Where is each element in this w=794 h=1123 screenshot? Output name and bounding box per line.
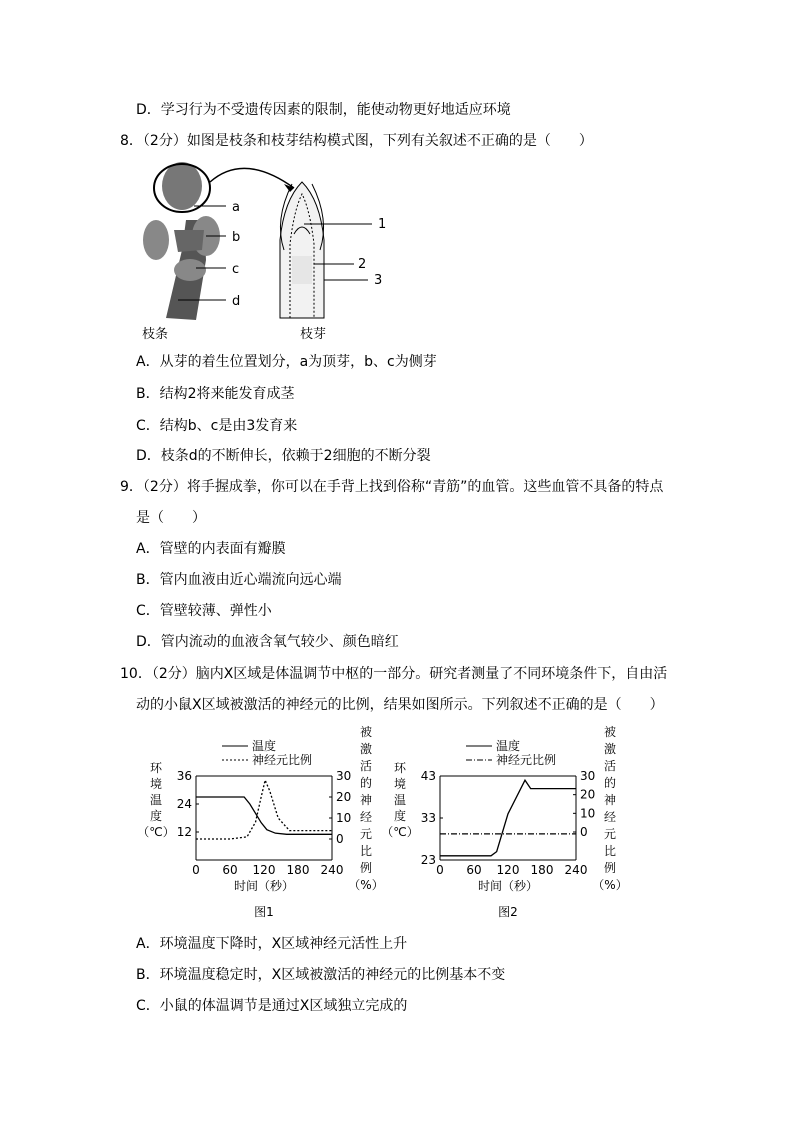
q8-option-d: D．枝条d的不断伸长，依赖于2细胞的不断分裂 bbox=[136, 448, 431, 464]
chart1-y-right-label-char: 比 bbox=[359, 844, 373, 858]
chart2-y-left-label-char: 温 bbox=[393, 793, 407, 807]
chart1-y-right-label-char: 神 bbox=[359, 793, 373, 807]
chart1-legend-label-0: 温度 bbox=[252, 739, 277, 753]
chart2-series-temperature-line bbox=[440, 780, 576, 856]
chart1-series-temperature-line bbox=[196, 797, 332, 834]
chart1-y-left-tick-label: 24 bbox=[176, 797, 192, 811]
chart2-legend-label-0: 温度 bbox=[496, 739, 521, 753]
chart2-y-left-tick-label: 23 bbox=[420, 853, 436, 867]
branch-label-d: d bbox=[232, 294, 241, 309]
q10-option-a: A．环境温度下降时，X区域神经元活性上升 bbox=[136, 936, 408, 952]
chart1-y-right-tick-label: 20 bbox=[336, 790, 352, 804]
chart2-y-right-tick-label: 0 bbox=[580, 825, 588, 839]
q9-option-c: C．管壁较薄、弹性小 bbox=[136, 603, 272, 619]
chart1-x-tick-label: 240 bbox=[320, 863, 344, 877]
chart1-y-right-label-char: 经 bbox=[359, 810, 373, 824]
chart2-y-right-label-char: 活 bbox=[603, 759, 617, 773]
pointer-arrow bbox=[210, 168, 294, 188]
chart1-y-right-label-char: 例 bbox=[359, 861, 373, 875]
branch-label-c: c bbox=[232, 262, 240, 277]
q9-option-d: D．管内流动的血液含氧气较少、颜色暗红 bbox=[136, 634, 399, 650]
chart2-y-right-tick-label: 20 bbox=[580, 787, 596, 802]
chart1-y-right-label-char: （%） bbox=[348, 878, 384, 892]
chart2-y-right-tick-label: 10 bbox=[580, 806, 596, 821]
chart1-title: 图1 bbox=[254, 905, 274, 919]
branch-label-b: b bbox=[232, 230, 241, 245]
chart2-y-right-label-char: 神 bbox=[603, 793, 617, 807]
chart2-y-right-tick-label: 30 bbox=[580, 769, 596, 783]
q9-stem-line2: 是（ ） bbox=[136, 510, 206, 526]
chart1-x-tick-label: 60 bbox=[222, 863, 238, 877]
chart2-y-left-label-char: 环 bbox=[393, 761, 407, 775]
chart1-x-axis-label: 时间（秒） bbox=[233, 879, 295, 893]
chart2-y-left-label-char: 度 bbox=[393, 809, 407, 823]
chart1-y-right-label-char: 元 bbox=[359, 827, 373, 841]
q9-option-b: B．管内血液由近心端流向远心端 bbox=[136, 572, 342, 588]
chart2-legend-label-1: 神经元比例 bbox=[496, 753, 557, 767]
branch-drawing bbox=[143, 162, 294, 320]
chart1-y-right-tick-label: 10 bbox=[336, 811, 352, 825]
q8-stem: 8．（2分）如图是枝条和枝芽结构模式图，下列有关叙述不正确的是（ ） bbox=[120, 133, 593, 149]
chart2-y-right-label-char: 被 bbox=[603, 725, 617, 739]
q7-option-d: D．学习行为不受遗传因素的限制，能使动物更好地适应环境 bbox=[136, 102, 511, 118]
q9-option-a: A．管壁的内表面有瓣膜 bbox=[136, 541, 286, 557]
chart1-y-left-tick-label: 12 bbox=[176, 825, 192, 839]
chart1-y-left-label-char: 环 bbox=[149, 761, 163, 775]
q10-stem-line1: 10．（2分）脑内X区域是体温调节中枢的一部分。研究者测量了不同环境条件下，自由活 bbox=[120, 666, 668, 682]
branch-caption: 枝条 bbox=[142, 327, 169, 342]
bud-label-3: 3 bbox=[374, 273, 383, 288]
chart1-y-left-label-char: 度 bbox=[149, 809, 163, 823]
chart1-x-tick-label: 120 bbox=[252, 863, 276, 877]
chart1-y-right-label-char: 激 bbox=[359, 742, 373, 756]
chart1-x-tick-label: 180 bbox=[286, 863, 310, 877]
chart2-y-left-tick-label: 33 bbox=[420, 811, 436, 825]
chart2-x-tick-label: 180 bbox=[530, 863, 554, 877]
bud-label-2: 2 bbox=[358, 257, 367, 272]
chart2-y-right-label-char: 激 bbox=[603, 742, 617, 756]
q8-figure bbox=[134, 160, 404, 346]
chart2-x-tick-label: 120 bbox=[496, 863, 520, 877]
chart1-y-right-label-char: 的 bbox=[359, 776, 373, 790]
chart1-y-right-label-char: 活 bbox=[359, 759, 373, 773]
chart1-y-left-label-char: 温 bbox=[149, 793, 163, 807]
chart2-y-right-label-char: （%） bbox=[592, 878, 628, 892]
chart1-series-neuron-ratio-line bbox=[196, 780, 332, 839]
chart2-y-left-label-char: 境 bbox=[393, 777, 407, 791]
chart1-x-tick-label: 0 bbox=[192, 863, 200, 877]
chart1-y-left-label-char: 境 bbox=[149, 777, 163, 791]
chart2-y-right-label-char: 例 bbox=[603, 861, 617, 875]
q10-option-c: C．小鼠的体温调节是通过X区域独立完成的 bbox=[136, 998, 408, 1014]
chart2-y-left-label-char: （℃） bbox=[381, 825, 419, 839]
chart2-y-right-label-char: 经 bbox=[603, 810, 617, 824]
q10-option-b: B．环境温度稳定时，X区域被激活的神经元的比例基本不变 bbox=[136, 967, 506, 983]
chart2-x-tick-label: 240 bbox=[564, 863, 588, 877]
chart2-x-tick-label: 0 bbox=[436, 863, 444, 877]
q8-option-b: B．结构2将来能发育成茎 bbox=[136, 386, 295, 402]
chart2-x-tick-label: 60 bbox=[466, 863, 482, 877]
chart1-legend-label-1: 神经元比例 bbox=[252, 753, 313, 767]
chart2-x-axis-label: 时间（秒） bbox=[477, 879, 539, 893]
chart1-y-right-tick-label: 30 bbox=[336, 769, 352, 783]
q8-option-a: A．从芽的着生位置划分，a为顶芽，b、c为侧芽 bbox=[136, 354, 437, 370]
chart2-title: 图2 bbox=[498, 905, 518, 919]
chart1-y-right-label-char: 被 bbox=[359, 725, 373, 739]
q10-stem-line2: 动的小鼠X区域被激活的神经元的比例，结果如图所示。下列叙述不正确的是（ ） bbox=[136, 697, 664, 713]
chart-figure-1 bbox=[137, 724, 384, 924]
chart1-y-left-label-char: （℃） bbox=[137, 825, 175, 839]
q9-stem-line1: 9．（2分）将手握成拳，你可以在手背上找到俗称“青筋”的血管。这些血管不具备的特点 bbox=[120, 479, 664, 495]
chart2-y-right-label-char: 元 bbox=[603, 827, 617, 841]
chart2-y-right-label-char: 比 bbox=[603, 844, 617, 858]
chart-figure-2 bbox=[381, 724, 628, 924]
q8-option-c: C．结构b、c是由3发育来 bbox=[136, 418, 298, 434]
chart1-y-left-tick-label: 36 bbox=[176, 769, 192, 783]
bud-label-1: 1 bbox=[378, 217, 387, 232]
chart1-y-right-tick-label: 0 bbox=[336, 832, 344, 846]
bud-section-drawing bbox=[280, 182, 324, 318]
bud-caption: 枝芽 bbox=[300, 327, 327, 342]
branch-label-a: a bbox=[232, 200, 240, 215]
chart2-y-left-tick-label: 43 bbox=[420, 769, 436, 783]
chart2-y-right-label-char: 的 bbox=[603, 776, 617, 790]
